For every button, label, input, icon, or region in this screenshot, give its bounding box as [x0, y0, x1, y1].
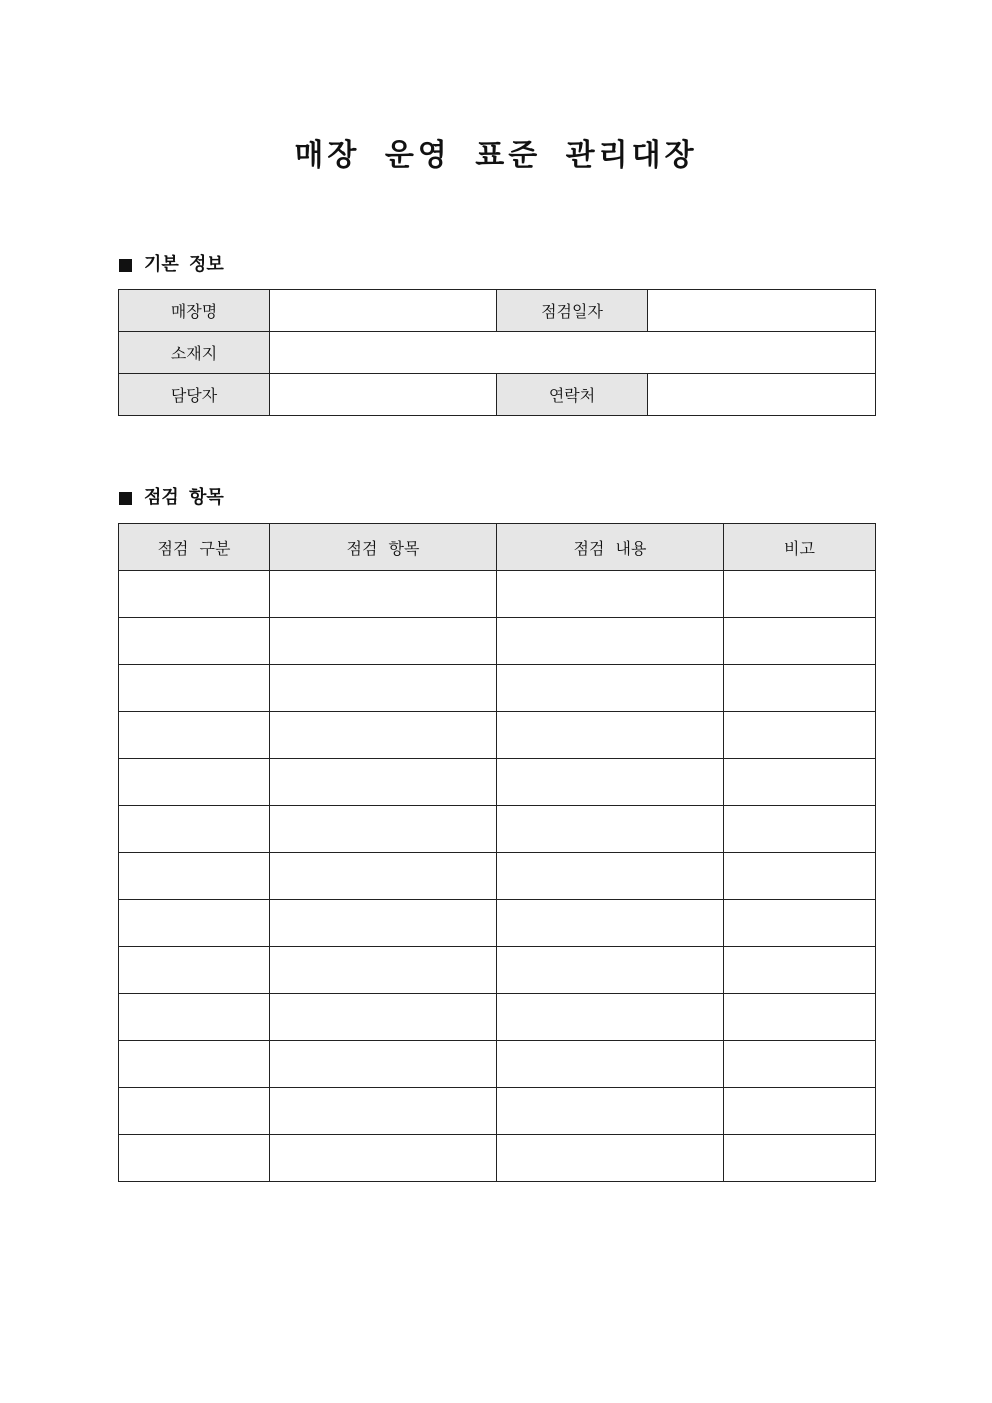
manager-field[interactable]	[270, 374, 497, 416]
content-cell[interactable]	[497, 712, 724, 759]
inspection-date-label: 점검일자	[497, 290, 648, 332]
item-cell[interactable]	[270, 618, 497, 665]
category-cell[interactable]	[119, 1135, 270, 1182]
category-cell[interactable]	[119, 571, 270, 618]
inspection-section-title: 점검 항목	[144, 487, 224, 508]
category-cell[interactable]	[119, 759, 270, 806]
inspection-table	[118, 523, 876, 1182]
category-cell[interactable]	[119, 1088, 270, 1135]
inspection-section-heading	[119, 486, 224, 510]
category-cell[interactable]	[119, 712, 270, 759]
table-row	[119, 665, 876, 712]
table-row	[119, 853, 876, 900]
table-row	[119, 618, 876, 665]
content-cell[interactable]	[497, 853, 724, 900]
item-cell[interactable]	[270, 712, 497, 759]
square-bullet-icon	[119, 492, 132, 505]
item-cell[interactable]	[270, 994, 497, 1041]
column-header-remarks: 비고	[724, 524, 876, 571]
category-cell[interactable]	[119, 1041, 270, 1088]
item-cell[interactable]	[270, 1088, 497, 1135]
basic-info-section-heading	[119, 253, 224, 277]
item-cell[interactable]	[270, 900, 497, 947]
table-row	[119, 571, 876, 618]
document-title: 매장 운영 표준 관리대장	[294, 138, 698, 173]
basic-info-section-title: 기본 정보	[144, 254, 224, 275]
table-row	[119, 1041, 876, 1088]
remarks-cell[interactable]	[724, 571, 876, 618]
content-cell[interactable]	[497, 571, 724, 618]
table-row	[119, 806, 876, 853]
basic-info-row	[119, 332, 876, 374]
content-cell[interactable]	[497, 759, 724, 806]
item-cell[interactable]	[270, 806, 497, 853]
category-cell[interactable]	[119, 900, 270, 947]
item-cell[interactable]	[270, 947, 497, 994]
manager-label: 담당자	[119, 374, 270, 416]
remarks-cell[interactable]	[724, 618, 876, 665]
item-cell[interactable]	[270, 1135, 497, 1182]
content-cell[interactable]	[497, 806, 724, 853]
column-header-content: 점검 내용	[497, 524, 724, 571]
table-row	[119, 1135, 876, 1182]
table-row	[119, 712, 876, 759]
content-cell[interactable]	[497, 1135, 724, 1182]
square-bullet-icon	[119, 259, 132, 272]
inspection-date-field[interactable]	[648, 290, 876, 332]
column-header-category: 점검 구분	[119, 524, 270, 571]
remarks-cell[interactable]	[724, 806, 876, 853]
store-name-field[interactable]	[270, 290, 497, 332]
category-cell[interactable]	[119, 806, 270, 853]
category-cell[interactable]	[119, 947, 270, 994]
table-row	[119, 994, 876, 1041]
content-cell[interactable]	[497, 665, 724, 712]
inspection-header-row	[119, 524, 876, 571]
category-cell[interactable]	[119, 853, 270, 900]
item-cell[interactable]	[270, 571, 497, 618]
store-name-label: 매장명	[119, 290, 270, 332]
category-cell[interactable]	[119, 618, 270, 665]
content-cell[interactable]	[497, 1088, 724, 1135]
content-cell[interactable]	[497, 994, 724, 1041]
remarks-cell[interactable]	[724, 900, 876, 947]
remarks-cell[interactable]	[724, 1041, 876, 1088]
item-cell[interactable]	[270, 759, 497, 806]
contact-field[interactable]	[648, 374, 876, 416]
item-cell[interactable]	[270, 853, 497, 900]
remarks-cell[interactable]	[724, 994, 876, 1041]
address-field[interactable]	[270, 332, 876, 374]
basic-info-row	[119, 374, 876, 416]
remarks-cell[interactable]	[724, 853, 876, 900]
content-cell[interactable]	[497, 618, 724, 665]
basic-info-table	[118, 289, 876, 416]
contact-label: 연락처	[497, 374, 648, 416]
remarks-cell[interactable]	[724, 759, 876, 806]
item-cell[interactable]	[270, 665, 497, 712]
table-row	[119, 759, 876, 806]
column-header-item: 점검 항목	[270, 524, 497, 571]
content-cell[interactable]	[497, 900, 724, 947]
remarks-cell[interactable]	[724, 1135, 876, 1182]
table-row	[119, 947, 876, 994]
table-row	[119, 1088, 876, 1135]
content-cell[interactable]	[497, 1041, 724, 1088]
remarks-cell[interactable]	[724, 947, 876, 994]
content-cell[interactable]	[497, 947, 724, 994]
basic-info-row	[119, 290, 876, 332]
remarks-cell[interactable]	[724, 1088, 876, 1135]
category-cell[interactable]	[119, 994, 270, 1041]
remarks-cell[interactable]	[724, 712, 876, 759]
address-label: 소재지	[119, 332, 270, 374]
category-cell[interactable]	[119, 665, 270, 712]
item-cell[interactable]	[270, 1041, 497, 1088]
table-row	[119, 900, 876, 947]
remarks-cell[interactable]	[724, 665, 876, 712]
